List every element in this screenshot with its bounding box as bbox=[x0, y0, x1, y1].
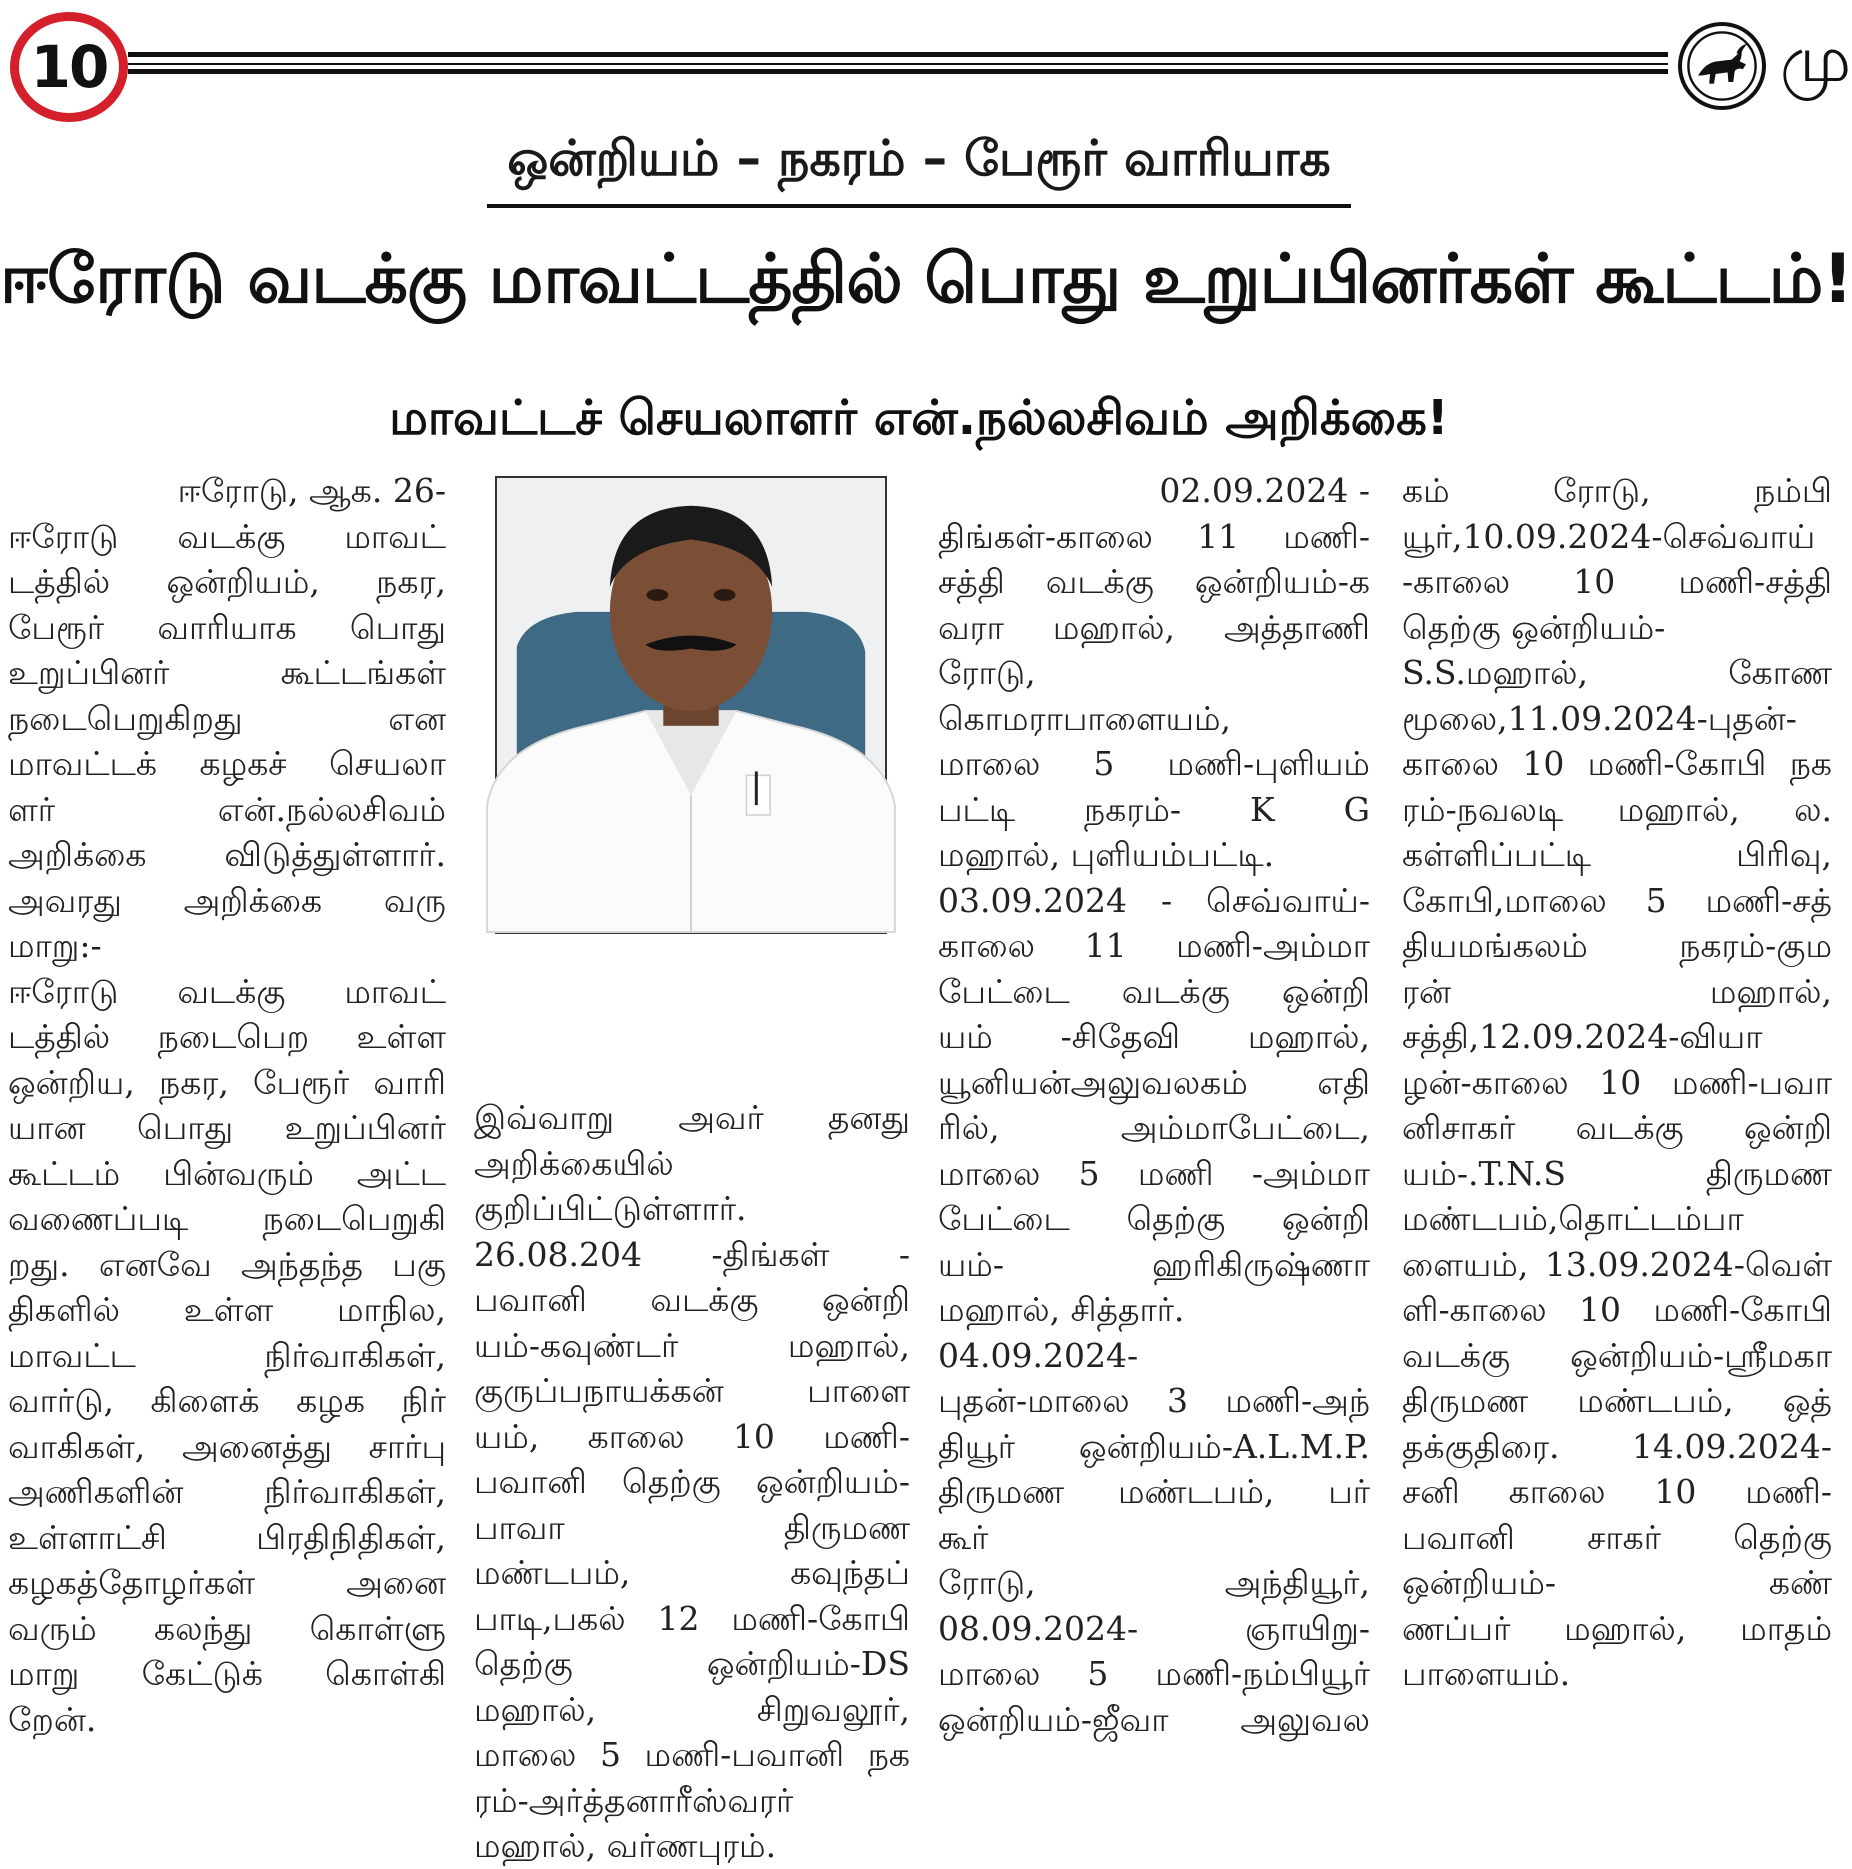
article-column-3 bbox=[938, 468, 1370, 1742]
article-line: ரம்-அர்த்தனாரீஸ்வரர் bbox=[474, 1780, 794, 1820]
article-line: ரன் மஹால், bbox=[1402, 971, 1832, 1011]
article-line: கழகத்தோழர்கள் அனை bbox=[8, 1563, 446, 1602]
article-column-2 bbox=[474, 1095, 910, 1869]
article-line: மஹால், சித்தார். bbox=[938, 1290, 1185, 1329]
article-line: யம்- ஹரிகிருஷ்ணா bbox=[938, 1244, 1370, 1284]
article-line: கொமராபாளையம், bbox=[938, 698, 1232, 738]
article-line: சனி காலை 10 மணி- bbox=[1402, 1472, 1832, 1511]
article-line: பாளையம். bbox=[1402, 1654, 1571, 1693]
article-line: பாவா திருமண bbox=[474, 1507, 910, 1547]
article-line: உள்ளாட்சி பிரதிநிதிகள், bbox=[8, 1517, 446, 1557]
bull-emblem-icon bbox=[1678, 22, 1766, 110]
article-line: ழன்-காலை 10 மணி-பவா bbox=[1402, 1062, 1832, 1102]
article-line: தக்குதிரை. 14.09.2024- bbox=[1402, 1426, 1832, 1466]
article-line: -காலை 10 மணி-சத்தி bbox=[1402, 562, 1832, 601]
article-line: மஹால், வர்ணபுரம். bbox=[474, 1826, 777, 1865]
article-line: ளர் என்.நல்லசிவம் bbox=[8, 789, 446, 829]
article-line: உறுப்பினர் கூட்டங்கள் bbox=[8, 653, 446, 692]
article-line: றேன். bbox=[8, 1699, 97, 1739]
article-line: சத்தி,12.09.2024-வியா bbox=[1402, 1017, 1763, 1056]
article-line: னிசாகர் வடக்கு ஒன்றி bbox=[1402, 1108, 1832, 1147]
article-line: தியூர் ஒன்றியம்-A.L.M.P. bbox=[938, 1426, 1370, 1466]
article-line: ஒன்றிய, நகர, பேரூர் வாரி bbox=[8, 1062, 446, 1102]
article-line: திங்கள்-காலை 11 மணி- bbox=[938, 516, 1370, 556]
article-line: திகளில் உள்ள மாநில, bbox=[8, 1290, 446, 1329]
article-line: அறிக்கை விடுத்துள்ளார். bbox=[8, 835, 446, 874]
article-line: வரா மஹால், அத்தாணி bbox=[938, 607, 1370, 647]
article-line: வரும் கலந்து கொள்ளு bbox=[8, 1608, 446, 1648]
article-line: பட்டி நகரம்- K G bbox=[938, 789, 1370, 829]
article-line: மஹால், சிறுவலூர், bbox=[474, 1689, 910, 1729]
header-rule bbox=[128, 52, 1668, 74]
article-line: S.S.மஹால், கோண bbox=[1402, 653, 1832, 692]
article-line: பாடி,பகல் 12 மணி-கோபி bbox=[474, 1598, 910, 1638]
masthead-fragment: மு bbox=[1780, 23, 1852, 97]
article-line: ஒன்றியம்-ஜீவா அலுவல bbox=[938, 1699, 1370, 1739]
article-line: டத்தில் ஒன்றியம், நகர, bbox=[8, 562, 446, 601]
article-line: திருமண மண்டபம், ஒத் bbox=[1402, 1381, 1832, 1420]
article-line: அறிக்கையில் bbox=[474, 1143, 674, 1183]
article-line: 04.09.2024- bbox=[938, 1335, 1139, 1375]
article-line: மாறு:- bbox=[8, 926, 102, 965]
page-number-badge bbox=[10, 12, 128, 122]
article-line: தெற்கு ஒன்றியம்- bbox=[1402, 607, 1666, 647]
article-line: கூட்டம் பின்வரும் அட்ட bbox=[8, 1153, 446, 1193]
article-line: வார்டு, கிளைக் கழக நிர் bbox=[8, 1381, 446, 1420]
article-line: ரோடு, bbox=[938, 653, 1036, 692]
article-line: மாவட்டக் கழகச் செயலா bbox=[8, 744, 446, 783]
article-line: சத்தி வடக்கு ஒன்றியம்-க bbox=[938, 562, 1370, 601]
article-line: 26.08.204 -திங்கள் - bbox=[474, 1234, 910, 1274]
article-line: அணிகளின் நிர்வாகிகள், bbox=[8, 1472, 446, 1511]
article-line: 02.09.2024 - bbox=[1159, 471, 1370, 510]
article-line: கள்ளிப்பட்டி பிரிவு, bbox=[1402, 835, 1832, 874]
article-line: மூலை,11.09.2024-புதன்- bbox=[1402, 698, 1797, 738]
kicker-text: ஒன்றியம் – நகரம் – பேரூர் வாரியாக bbox=[487, 130, 1351, 208]
article-line: 08.09.2024- ஞாயிறு- bbox=[938, 1608, 1370, 1648]
article-line: ஈரோடு, ஆக. 26- bbox=[177, 471, 446, 510]
article-line: ஒன்றியம்- கண் bbox=[1402, 1563, 1832, 1602]
article-line: பேட்டை தெற்கு ஒன்றி bbox=[938, 1199, 1370, 1238]
article-line: பவானி தெற்கு ஒன்றியம்- bbox=[474, 1462, 910, 1501]
person-portrait-icon bbox=[495, 476, 887, 934]
article-line: யம்-.T.N.S திருமண bbox=[1402, 1153, 1832, 1193]
article-line: புதன்-மாலை 3 மணி-அந் bbox=[938, 1381, 1370, 1420]
article-line: யம், காலை 10 மணி- bbox=[474, 1416, 910, 1456]
article-line: தியமங்கலம் நகரம்-கும bbox=[1402, 926, 1832, 965]
article-line: இவ்வாறு அவர் தனது bbox=[474, 1098, 910, 1137]
article-line: ரோடு, அந்தியூர், bbox=[938, 1563, 1370, 1602]
article-line: றது. எனவே அந்தந்த பகு bbox=[8, 1244, 446, 1284]
article-line: குறிப்பிட்டுள்ளார். bbox=[474, 1189, 747, 1228]
article-line: யம்-கவுண்டர் மஹால், bbox=[474, 1325, 910, 1365]
article-line: காலை 10 மணி-கோபி நக bbox=[1402, 744, 1832, 783]
article-line: மாவட்ட நிர்வாகிகள், bbox=[8, 1335, 446, 1375]
article-line: ஈரோடு வடக்கு மாவட் bbox=[8, 971, 446, 1011]
article-line: மாலை 5 மணி -அம்மா bbox=[938, 1153, 1370, 1193]
article-line: மாறு கேட்டுக் கொள்கி bbox=[8, 1654, 446, 1693]
article-line: குருப்பநாயக்கன் பாளை bbox=[474, 1371, 910, 1410]
article-line: மாலை 5 மணி-நம்பியூர் bbox=[938, 1654, 1370, 1693]
article-line: யான பொது உறுப்பினர் bbox=[8, 1108, 446, 1147]
article-line: மண்டபம்,தொட்டம்பா bbox=[1402, 1199, 1744, 1238]
article-line: ணப்பர் மஹால், மாதம் bbox=[1402, 1608, 1832, 1648]
article-line: ஈரோடு வடக்கு மாவட் bbox=[8, 516, 446, 556]
article-line: கோபி,மாலை 5 மணி-சத் bbox=[1402, 880, 1832, 920]
article-line: வணைப்படி நடைபெறுகி bbox=[8, 1199, 446, 1238]
article-headline: ஈரோடு வடக்கு மாவட்டத்தில் பொது உறுப்பினர்கள் கூட்டம்! bbox=[0, 240, 1852, 319]
article-line: வடக்கு ஒன்றியம்-ஸ்ரீமகா bbox=[1402, 1335, 1832, 1375]
article-line: யம் -சிதேவி மஹால், bbox=[938, 1017, 1370, 1056]
article-line: ளையம், 13.09.2024-வெள் bbox=[1402, 1244, 1832, 1284]
article-column-1 bbox=[8, 468, 446, 1742]
article-line: பவானி வடக்கு ஒன்றி bbox=[474, 1280, 910, 1319]
article-line: தெற்கு ஒன்றியம்-DS bbox=[474, 1644, 910, 1683]
article-line: மஹால், புளியம்பட்டி. bbox=[938, 835, 1275, 874]
article-line: டத்தில் நடைபெற உள்ள bbox=[8, 1017, 446, 1056]
article-line: பேட்டை வடக்கு ஒன்றி bbox=[938, 971, 1370, 1011]
article-line: ரில், அம்மாபேட்டை, bbox=[938, 1108, 1370, 1147]
article-line: கம் ரோடு, நம்பி bbox=[1402, 471, 1832, 510]
page-number: 10 bbox=[30, 33, 108, 101]
article-line: 03.09.2024 - செவ்வாய்- bbox=[938, 880, 1370, 920]
article-line: நடைபெறுகிறது என bbox=[8, 698, 446, 738]
article-line: மண்டபம், கவுந்தப் bbox=[474, 1553, 910, 1592]
article-subheadline: மாவட்டச் செயலாளர் என்.நல்லசிவம் அறிக்கை! bbox=[389, 390, 1449, 446]
article-line: பேரூர் வாரியாக பொது bbox=[8, 607, 446, 647]
article-line: யூனியன்அலுவலகம் எதி bbox=[938, 1062, 1370, 1102]
article-line: யூர்,10.09.2024-செவ்வாய் bbox=[1402, 516, 1816, 556]
article-line: கூர் bbox=[938, 1517, 989, 1557]
article-line: காலை 11 மணி-அம்மா bbox=[938, 926, 1370, 965]
article-line: பவானி சாகர் தெற்கு bbox=[1402, 1517, 1832, 1557]
article-line: அவரது அறிக்கை வரு bbox=[8, 880, 446, 920]
article-kicker bbox=[0, 130, 1838, 208]
article-column-4 bbox=[1402, 468, 1832, 1697]
article-line: திருமண மண்டபம், பர் bbox=[938, 1472, 1370, 1511]
article-line: ளி-காலை 10 மணி-கோபி bbox=[1402, 1290, 1832, 1329]
article-line: மாலை 5 மணி-புளியம் bbox=[938, 744, 1370, 783]
article-line: மாலை 5 மணி-பவானி நக bbox=[474, 1735, 910, 1774]
article-line: ரம்-நவலடி மஹால், ல. bbox=[1402, 789, 1832, 829]
article-line: வாகிகள், அனைத்து சார்பு bbox=[8, 1426, 446, 1466]
